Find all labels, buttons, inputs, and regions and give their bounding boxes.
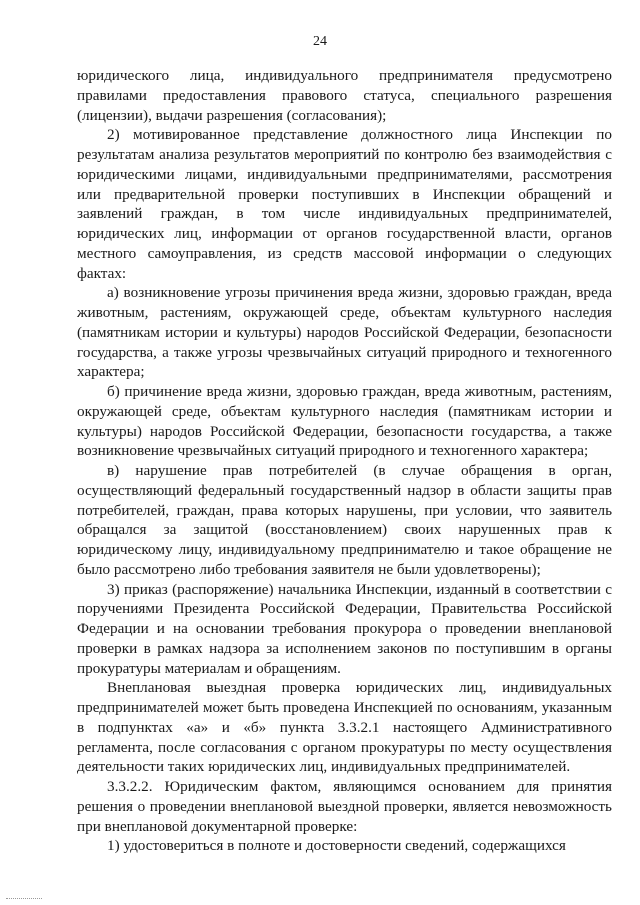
paragraph-continuation: юридического лица, индивидуального предпринимателя предусмотрено правилами предоставления правового статуса, специального разрешения (лицензии), выдачи разрешения (согласования);	[77, 67, 612, 124]
paragraph-section-3-3-2-2: 3.3.2.2. Юридическим фактом, являющимся основанием для принятия решения о проведении внеплановой выездной проверки, является невозможность при внеплановой документарной проверке:	[77, 778, 612, 835]
document-body	[77, 66, 612, 856]
paragraph-item-v: в) нарушение прав потребителей (в случае обращения в орган, осуществляющий федеральный государственный надзор в области защиты прав потребителей, граждан, права которых нарушены, при условии, что заявитель обращался за защитой (восстановлением) своих нарушенных прав к юридическому лицу, индивидуальному предпринимателю и такое обращение не было рассмотрено либо требования заявителя не были удовлетворены);	[77, 462, 612, 578]
page-number: 24	[313, 34, 327, 49]
paragraph-item-b: б) причинение вреда жизни, здоровью граждан, вреда животным, растениям, окружающей среде, объектам культурного наследия (памятникам истории и культуры) народов Российской Федерации, безопасности государства, а также возникновение чрезвычайных ситуаций природного и техногенного характера;	[77, 383, 612, 460]
paragraph-item-1: 1) удостовериться в полноте и достоверности сведений, содержащихся	[107, 837, 566, 855]
paragraph-item-3: 3) приказ (распоряжение) начальника Инспекции, изданный в соответствии с поручениями Президента Российской Федерации, Правительства Российской Федерации и на основании требования прокурора о проведении внеплановой проверки в рамках надзора за исполнением законов по поступившим в органы прокуратуры материалам и обращениям.	[77, 580, 612, 677]
paragraph-item-2: 2) мотивированное представление должностного лица Инспекции по результатам анализа результатов мероприятий по контролю без взаимодействия с юридическими лицами, индивидуальными предпринимателями, рассмотрения или предварительной проверки поступивших в Инспекции обращений и заявлений граждан, в том числе индивидуальных предпринимателей, юридических лиц, информации от органов государственной власти, органов местного самоуправления, из средств массовой информации о следующих фактах:	[77, 126, 612, 282]
paragraph-item-a: а) возникновение угрозы причинения вреда жизни, здоровью граждан, вреда животным, растениям, окружающей среде, объектам культурного наследия (памятникам истории и культуры) народов Российской Федерации, безопасности государства, а также угрозы чрезвычайных ситуаций природного и техногенного характера;	[77, 284, 612, 381]
paragraph-unscheduled-inspection: Внеплановая выездная проверка юридических лиц, индивидуальных предпринимателей может быть проведена Инспекцией по основаниям, указанным в подпунктах «а» и «б» пункта 3.3.2.1 настоящего Административного регламента, после согласования с органом прокуратуры по месту осуществления деятельности таких юридических лиц, индивидуальных предпринимателей.	[77, 679, 612, 776]
scan-artifact	[6, 898, 42, 901]
